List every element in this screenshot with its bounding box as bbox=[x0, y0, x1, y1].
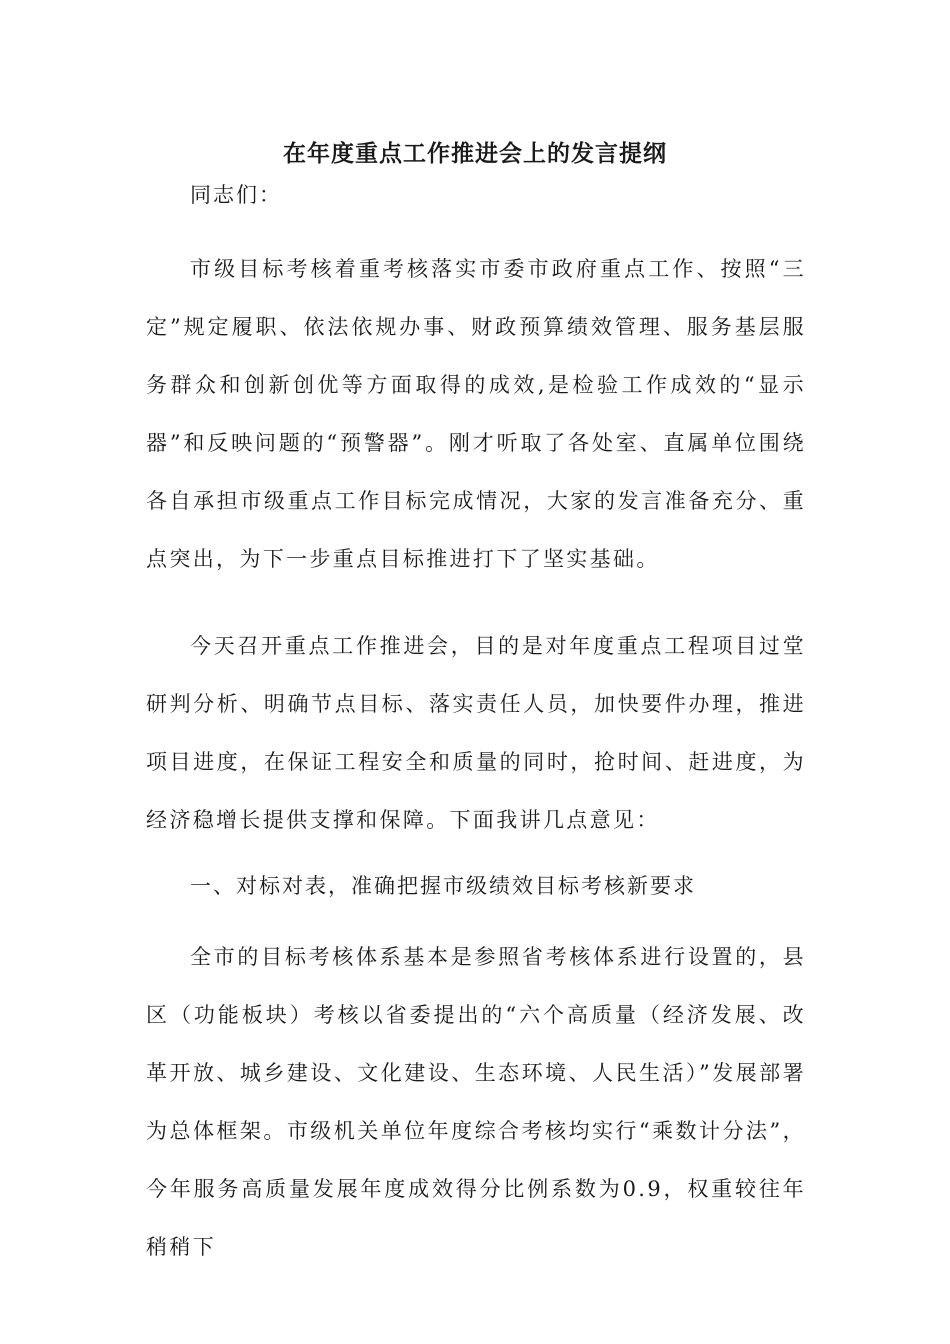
paragraph-purpose: 今天召开重点工作推进会，目的是对年度重点工程项目过堂研判分析、明确节点目标、落实责任人员，加快要件办理，推进项目进度，在保证工程安全和质量的同时，抢时间、赶进度，为经济稳增长提供支撑和保障。下面我讲几点意见： bbox=[146, 634, 806, 832]
document-title: 在年度重点工作推进会上的发言提纲 bbox=[283, 140, 667, 167]
section-heading: 一、对标对表，准确把握市级绩效目标考核新要求 bbox=[190, 874, 696, 898]
greeting: 同志们： bbox=[190, 183, 282, 207]
paragraph-intro: 市级目标考核着重考核落实市委市政府重点工作、按照“三定”规定履职、依法依规办事、财政预算绩效管理、服务基层服务群众和创新创优等方面取得的成效,是检验工作成效的“显示器”和反映问题的“预警器”。刚才听取了各处室、直属单位围绕各自承担市级重点工作目标完成情况，大家的发言准备充分、重点突出，为下一步重点目标推进打下了坚实基础。 bbox=[146, 257, 806, 571]
section-paragraph: 全市的目标考核体系基本是参照省考核体系进行设置的，县区（功能板块）考核以省委提出的“六个高质量（经济发展、改革开放、城乡建设、文化建设、生态环境、人民生活）”发展部署为总体框架。市级机关单位年度综合考核均实行“乘数计分法”，今年服务高质量发展年度成效得分比例系数为0.9，权重较往年稍稍下 bbox=[146, 945, 806, 1259]
